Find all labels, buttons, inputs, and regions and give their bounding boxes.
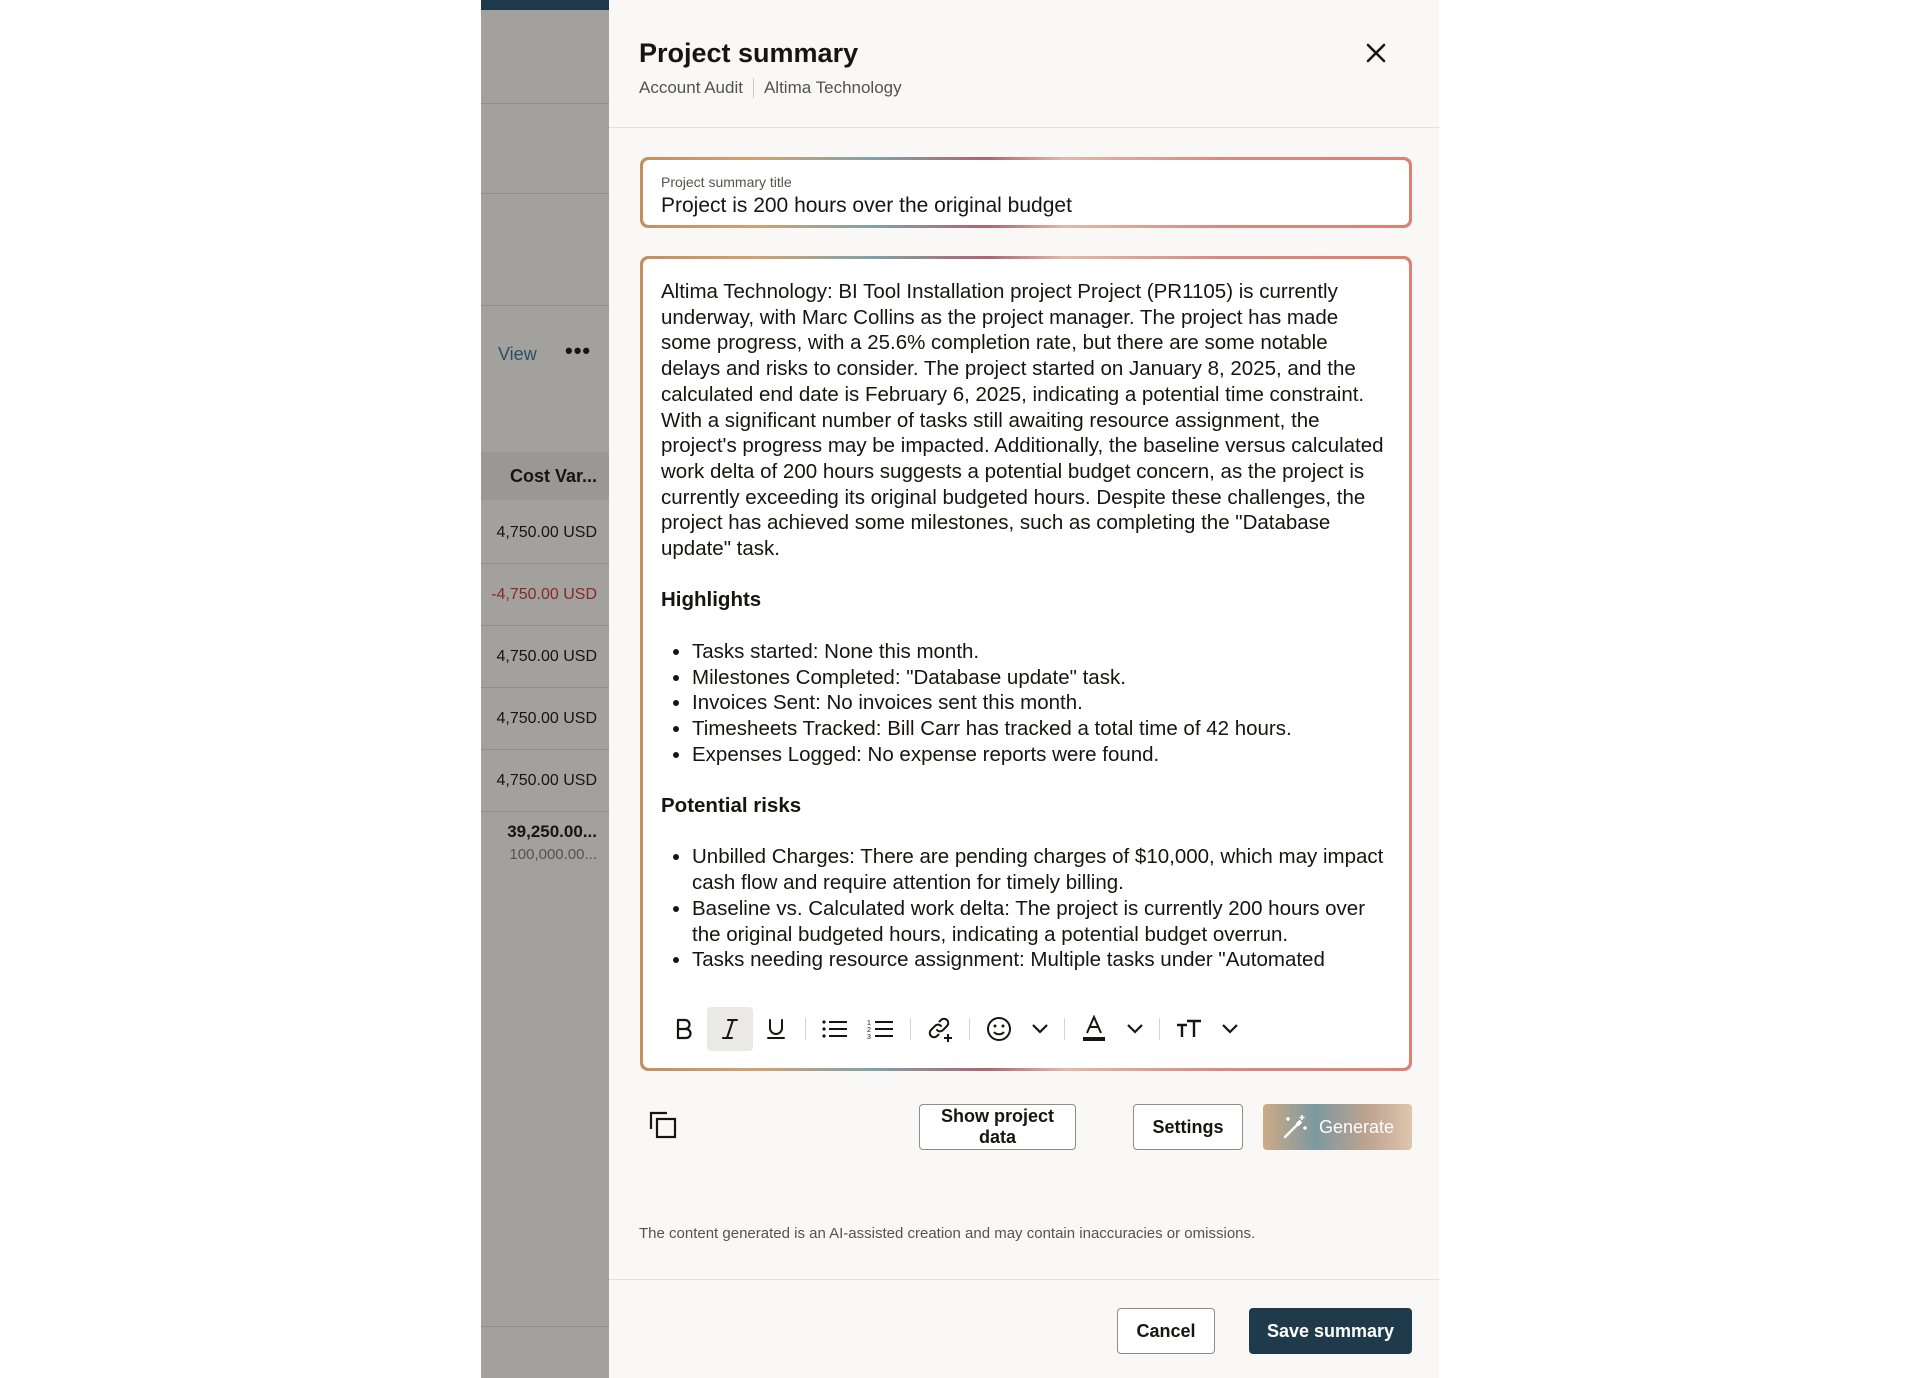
- list-item: • Invoices Sent: No invoices sent this month.: [692, 690, 1391, 716]
- svg-text:1: 1: [867, 1020, 871, 1027]
- footer-divider: [609, 1279, 1439, 1280]
- background-divider: [481, 193, 609, 194]
- emoji-icon[interactable]: [976, 1007, 1022, 1051]
- background-cell: 4,750.00 USD: [481, 503, 609, 564]
- background-more-icon: •••: [565, 338, 592, 363]
- show-project-data-button[interactable]: Show project data: [919, 1104, 1076, 1150]
- toolbar-separator: [1064, 1018, 1065, 1040]
- summary-editor[interactable]: [643, 259, 1409, 1068]
- summary-editor-content[interactable]: [661, 279, 1391, 979]
- copy-icon[interactable]: [647, 1109, 679, 1141]
- right-blank-area: [1439, 0, 1918, 1378]
- risks-list: [661, 844, 1391, 973]
- list-item: • Unbilled Charges: There are pending charges of $10,000, which may impact cash flow and require attention for timely billing.: [692, 844, 1391, 895]
- background-cell: 4,750.00 USD: [481, 627, 609, 688]
- left-blank-area: [0, 0, 481, 1378]
- settings-button[interactable]: Settings: [1133, 1104, 1243, 1150]
- svg-text:2: 2: [867, 1027, 871, 1034]
- highlights-list: [661, 639, 1391, 768]
- svg-text:3: 3: [867, 1034, 871, 1041]
- background-topbar: [481, 0, 609, 10]
- toolbar-separator: [805, 1018, 806, 1040]
- summary-title-label: Project summary title: [661, 174, 792, 190]
- toolbar-separator: [910, 1018, 911, 1040]
- ai-disclaimer: The content generated is an AI-assisted creation and may contain inaccuracies or omissions.: [639, 1225, 1256, 1242]
- list-item: • Tasks started: None this month.: [692, 639, 1391, 665]
- background-view-link: View: [498, 344, 537, 364]
- close-icon[interactable]: [1361, 38, 1391, 68]
- list-item: • Timesheets Tracked: Bill Carr has tracked a total time of 42 hours.: [692, 716, 1391, 742]
- chevron-down-icon[interactable]: [1212, 1007, 1248, 1051]
- background-total-primary: 39,250.00...: [507, 822, 597, 841]
- background-column-header: Cost Var...: [481, 452, 609, 500]
- background-cell: 4,750.00 USD: [481, 751, 609, 812]
- chevron-down-icon[interactable]: [1022, 1007, 1058, 1051]
- background-total-secondary: 100,000.00...: [509, 846, 597, 863]
- project-summary-drawer: [609, 0, 1439, 1378]
- background-total: [507, 822, 597, 863]
- chevron-down-icon[interactable]: [1117, 1007, 1153, 1051]
- list-item: • Baseline vs. Calculated work delta: The project is currently 200 hours over the original budgeted hours, indicating a potential budget overrun.: [692, 896, 1391, 947]
- highlights-heading: Highlights: [661, 588, 762, 612]
- background-page-strip: [481, 0, 609, 1378]
- text-color-icon[interactable]: [1071, 1007, 1117, 1051]
- background-cell: -4,750.00 USD: [481, 565, 609, 626]
- bullet-list-icon[interactable]: [812, 1007, 858, 1051]
- breadcrumb: [639, 78, 902, 98]
- italic-icon[interactable]: [707, 1007, 753, 1051]
- text-size-icon[interactable]: [1166, 1007, 1212, 1051]
- summary-title-field-frame: [640, 157, 1412, 228]
- background-divider: [481, 103, 609, 104]
- editor-toolbar: [661, 1007, 1248, 1051]
- list-item: • Expenses Logged: No expense reports were found.: [692, 742, 1391, 768]
- summary-editor-frame: [640, 256, 1412, 1071]
- summary-title-input[interactable]: [661, 194, 1381, 218]
- magic-wand-icon: [1281, 1113, 1309, 1141]
- breadcrumb-separator: [753, 78, 754, 98]
- drawer-header: [609, 0, 1439, 128]
- background-divider: [481, 305, 609, 306]
- list-item: • Milestones Completed: "Database update" task.: [692, 665, 1391, 691]
- toolbar-separator: [969, 1018, 970, 1040]
- breadcrumb-item: Altima Technology: [763, 78, 902, 97]
- underline-icon[interactable]: [753, 1007, 799, 1051]
- generate-button-label: Generate: [1318, 1116, 1395, 1137]
- bold-icon[interactable]: [661, 1007, 707, 1051]
- summary-intro-paragraph: Altima Technology: BI Tool Installation project Project (PR1105) is currently underway, with Marc Collins as the project manager. The project has made some progress, with a 25.6% completion rate, but there are some notable delays and risks to consider. The project started on January 8, 2025, and the calculated end date is February 6, 2025, indicating a potential time constraint. With a significant number of tasks still awaiting resource assignment, the project's progress may be impacted. Additionally, the baseline versus calculated work delta of 200 hours suggests a potential budget concern, as the project is currently exceeding its original budgeted hours. Despite these challenges, the project has achieved some milestones, such as completing the "Database update" task.: [661, 280, 1384, 561]
- breadcrumb-item: Account Audit: [639, 78, 743, 97]
- generate-button[interactable]: [1263, 1104, 1412, 1150]
- risks-heading: Potential risks: [661, 794, 802, 818]
- background-cell: 4,750.00 USD: [481, 689, 609, 750]
- toolbar-separator: [1159, 1018, 1160, 1040]
- summary-title-field[interactable]: [643, 160, 1409, 225]
- save-summary-button[interactable]: Save summary: [1249, 1308, 1412, 1354]
- numbered-list-icon[interactable]: [858, 1007, 904, 1051]
- list-item: • Tasks needing resource assignment: Multiple tasks under "Automated: [692, 947, 1391, 973]
- cancel-button[interactable]: Cancel: [1117, 1308, 1215, 1354]
- drawer-title: Project summary: [639, 38, 859, 68]
- background-divider: [481, 1326, 609, 1327]
- insert-link-icon[interactable]: [917, 1007, 963, 1051]
